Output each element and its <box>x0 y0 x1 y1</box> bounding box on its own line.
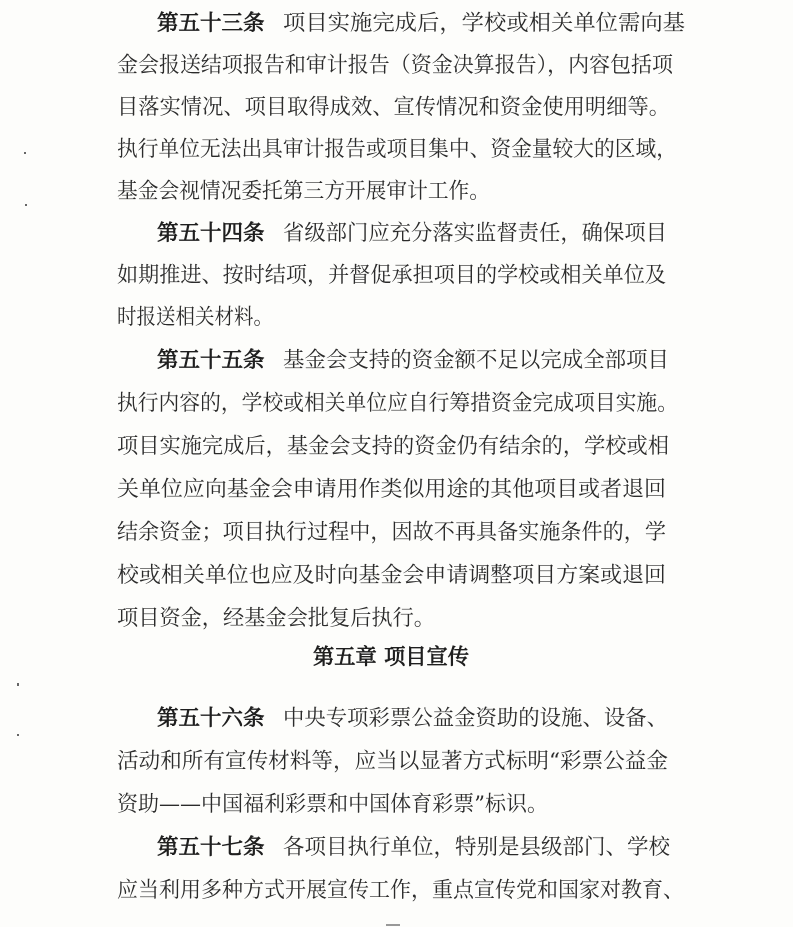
article-54-line-3 <box>0 297 793 339</box>
article-57-text: 各项目执行单位，特别是县级部门、学校 <box>283 835 670 860</box>
article-53-line-5 <box>0 171 793 213</box>
article-55-text: 项目资金，经基金会批复后执行。 <box>117 606 435 631</box>
article-57-line-2 <box>0 870 793 912</box>
article-55-heading: 第五十五条 <box>157 348 265 373</box>
article-53-text: 执行单位无法出具审计报告或项目集中、资金量较大的区域， <box>117 137 677 162</box>
article-53-text: 目落实情况、项目取得成效、宣传情况和资金使用明细等。 <box>117 95 670 120</box>
article-53-heading: 第五十三条 <box>157 11 265 36</box>
chapter-heading: 第五章 项目宣传 <box>313 645 469 670</box>
article-55-line-3 <box>0 426 793 468</box>
article-55-text: 执行内容的，学校或相关单位应自行筹措资金完成项目实施。 <box>117 391 678 416</box>
scan-speck <box>25 204 27 206</box>
article-55-line-5 <box>0 512 793 554</box>
article-57-text: 应当利用多种方式开展宣传工作，重点宣传党和国家对教育、 <box>117 878 684 903</box>
article-56-text: 资助——中国福利彩票和中国体育彩票”标识。 <box>117 792 548 817</box>
article-55-line-6 <box>0 555 793 597</box>
article-56-line-3 <box>0 784 793 826</box>
article-55-text: 项目实施完成后，基金会支持的资金仍有结余的，学校或相 <box>117 434 669 459</box>
article-55-text: 校或相关单位也应及时向基金会申请调整项目方案或退回 <box>117 563 666 588</box>
article-57-line-1 <box>0 827 793 869</box>
article-54-line-1 <box>0 213 793 255</box>
article-55-line-4 <box>0 469 793 511</box>
article-55-line-2 <box>0 383 793 425</box>
article-55-text: 关单位应向基金会申请用作类似用途的其他项目或者退回 <box>117 477 666 502</box>
article-53-line-1 <box>0 3 793 45</box>
article-56-line-1 <box>0 698 793 740</box>
article-53-text: 基金会视情况委托第三方开展审计工作。 <box>117 179 490 204</box>
article-54-heading: 第五十四条 <box>157 221 265 246</box>
article-54-text: 省级部门应充分落实监督责任，确保项目 <box>283 221 667 246</box>
article-53-line-4 <box>0 129 793 171</box>
article-55-line-1 <box>0 340 793 382</box>
chapter-5-line <box>0 637 793 679</box>
article-53-line-2 <box>0 45 793 87</box>
article-54-text: 时报送相关材料。 <box>117 305 273 330</box>
article-56-text: 活动和所有宣传材料等，应当以显著方式标明“彩票公益金 <box>117 749 668 774</box>
article-56-text: 中央专项彩票公益金资助的设施、设备、 <box>283 706 668 731</box>
article-53-text: 金会报送结项报告和审计报告（资金决算报告），内容包括项 <box>117 53 673 78</box>
scan-speck <box>24 152 26 154</box>
article-55-line-7 <box>0 598 793 640</box>
article-53-line-3 <box>0 87 793 129</box>
article-55-text: 基金会支持的资金额不足以完成全部项目 <box>283 348 669 373</box>
scan-speck <box>17 683 19 686</box>
article-56-line-2 <box>0 741 793 783</box>
article-54-line-2 <box>0 255 793 297</box>
article-56-heading: 第五十六条 <box>157 706 265 731</box>
article-54-text: 如期推进、按时结项，并督促承担项目的学校或相关单位及 <box>117 263 666 288</box>
article-55-text: 结余资金；项目执行过程中，因故不再具备实施条件的，学 <box>117 520 666 545</box>
article-53-text: 项目实施完成后，学校或相关单位需向基 <box>283 11 685 36</box>
page-number-fragment <box>386 924 400 926</box>
article-57-heading: 第五十七条 <box>157 835 265 860</box>
scan-speck <box>17 734 19 736</box>
